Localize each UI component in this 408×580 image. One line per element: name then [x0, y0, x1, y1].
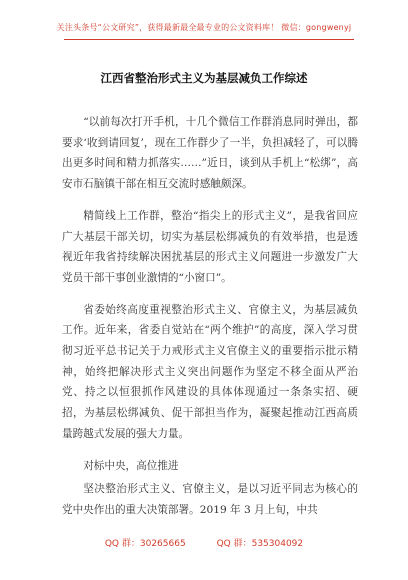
paragraph-1: “以前每次打开手机，十几个微信工作群消息同时弹出，都要求‘收到请回复’，现在工作群少了一半，负担减轻了，可以腾出更多时间和精力抓落实……”近日，谈到从手机上“松绑”，高安市石脑镇干部在相互交流时感触颇深。	[62, 116, 358, 191]
footer-qq-group-2: QQ 群：535304092	[216, 539, 304, 549]
footer-qq-group-1: QQ 群：30265665	[104, 539, 186, 549]
footer-contacts	[0, 536, 408, 549]
paragraph-4: 坚决整治形式主义、官僚主义，是以习近平同志为核心的党中央作出的重大决策部署。2019 年 3 月上旬，中共	[62, 483, 358, 516]
section-subheading: 对标中央，高位推进	[83, 459, 179, 472]
header-divider	[64, 39, 354, 40]
document-body	[62, 112, 358, 532]
paragraph-3: 省委始终高度重视整治形式主义、官僚主义，为基层减负工作。近年来，省委自觉站在“两个维护”的高度，深入学习贯彻习近平总书记关于力戒形式主义官僚主义的重要指示批示精神，始终把解决形式主义突出问题作为坚定不移全面从严治党、持之以恒狠抓作风建设的具体体现通过一条条实招、硬招，为基层松绑减负、促干部担当作为，凝聚起推动江西高质量跨越式发展的强大力量。	[62, 303, 358, 440]
header-banner: 关注头条号“公文研究”，获得最新最全最专业的公文资料库！ 微信：gongwenyj	[56, 23, 352, 32]
paragraph-2: 精简线上工作群，整治“指尖上的形式主义”，是我省回应广大基层干部关切，切实为基层松绑减负的有效举措，也是透视近年我省持续解决困扰基层的形式主义问题进一步激发广大党员干部干事创业激情的“小窗口”。	[62, 209, 358, 284]
document-title: 江西省整治形式主义为基层减负工作综述	[100, 71, 308, 85]
